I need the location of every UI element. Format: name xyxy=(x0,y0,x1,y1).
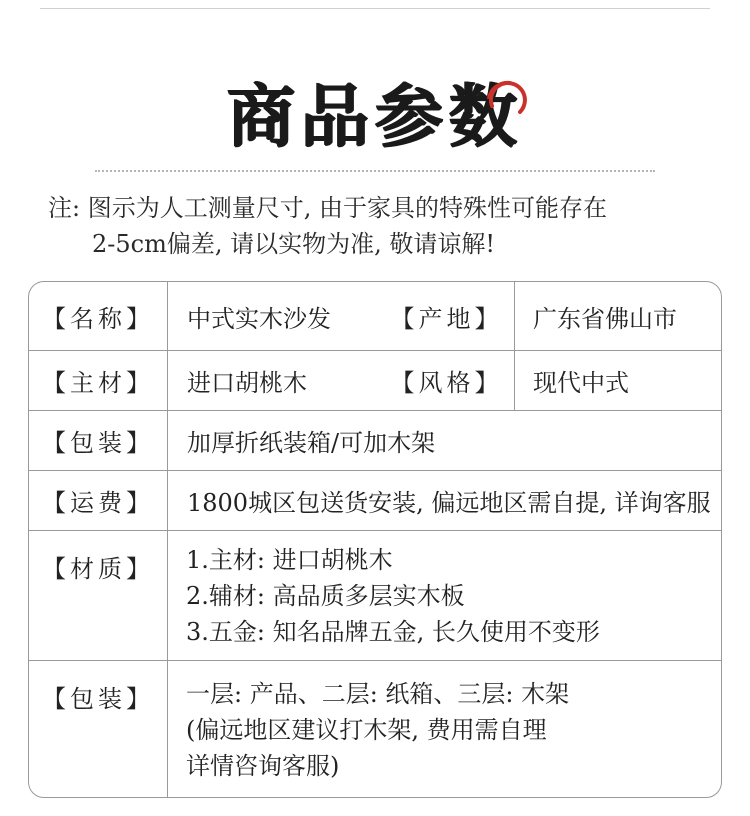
package2-list xyxy=(186,661,569,798)
table-row xyxy=(29,282,722,350)
shipping-label: 【运费】 xyxy=(29,471,168,530)
table-row xyxy=(29,350,722,410)
list-item: 3.五金: 知名品牌五金, 长久使用不变形 xyxy=(186,617,600,646)
list-item: 2.辅材: 高品质多层实木板 xyxy=(186,581,465,610)
material-label: 【主材】 xyxy=(29,351,168,410)
name-label: 【名称】 xyxy=(29,282,168,350)
title-area xyxy=(0,72,750,164)
table-row xyxy=(29,530,722,660)
style-label: 【风格】 xyxy=(390,369,503,397)
package-value: 加厚折纸装箱/可加木架 xyxy=(187,429,436,457)
origin-label: 【产地】 xyxy=(390,304,503,333)
package2-label: 【包装】 xyxy=(29,661,168,798)
material-value: 进口胡桃木 xyxy=(187,369,307,397)
top-divider xyxy=(40,0,710,9)
list-item: (偏远地区建议打木架, 费用需自理 xyxy=(186,716,547,744)
quality-label: 【材质】 xyxy=(29,531,168,660)
list-item: 1.主材: 进口胡桃木 xyxy=(186,545,393,574)
style-value: 现代中式 xyxy=(533,369,629,397)
note-line-2: 2-5cm偏差, 请以实物为准, 敬请谅解! xyxy=(92,230,496,258)
package-label: 【包装】 xyxy=(29,411,168,470)
name-value: 中式实木沙发 xyxy=(187,304,331,333)
list-item: 一层: 产品、二层: 纸箱、三层: 木架 xyxy=(186,680,570,708)
table-row xyxy=(29,410,722,470)
list-item: 详情咨询客服) xyxy=(186,752,340,780)
shipping-value: 1800城区包送货安装, 偏远地区需自提, 详询客服 xyxy=(187,489,711,517)
spec-table xyxy=(28,281,722,798)
page-title: 商品参数 xyxy=(226,78,523,157)
red-seal-circle-icon xyxy=(480,76,530,126)
dotted-divider xyxy=(95,170,655,172)
table-row xyxy=(29,660,722,798)
measurement-note xyxy=(48,190,708,262)
origin-value: 广东省佛山市 xyxy=(533,304,677,333)
table-row xyxy=(29,470,722,530)
quality-list xyxy=(186,531,600,660)
note-line-1: 注: 图示为人工测量尺寸, 由于家具的特殊性可能存在 xyxy=(48,194,607,222)
